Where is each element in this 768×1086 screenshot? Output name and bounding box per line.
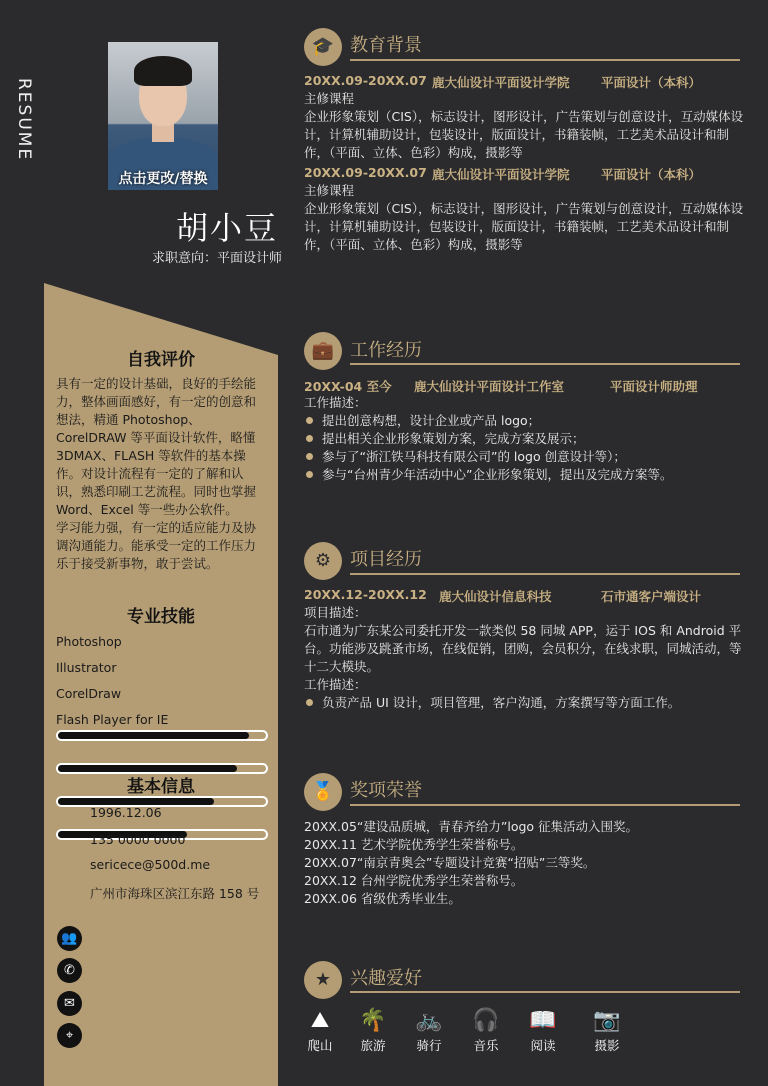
user-icon: 👥 [57,926,82,951]
edu-date: 20XX.09-20XX.07 [304,73,427,88]
work-date: 20XX-04 至今 [304,379,392,394]
edu-major: 平面设计（本科） [601,75,702,90]
edu-major: 平面设计（本科） [601,167,702,182]
list-item: 提出创意构想，设计企业或产品 logo； [304,412,744,430]
work-divider [350,363,740,365]
profile-photo[interactable] [108,42,218,190]
list-item: 20XX.11 艺术学院优秀学生荣誉称号。 [304,837,524,852]
hobby-travel: 🌴 旅游 [348,1008,398,1054]
address: 广州市海珠区滨江东路 158 号 [90,886,260,901]
edu-school: 鹿大仙设计平面设计学院 [432,167,570,182]
list-item: 20XX.07“南京青奥会”专题设计竞赛“招贴”三等奖。 [304,855,596,870]
birthday: 1996.12.06 [90,805,162,820]
hobbies-divider [350,991,740,993]
work-role: 平面设计师助理 [610,379,698,394]
skill-name: Flash Player for IE [56,712,169,727]
phone: 135 0000 0000 [90,832,186,847]
hobby-cycling: 🚲 骑行 [404,1008,454,1054]
hobby-photography: 📷 摄影 [582,1008,632,1054]
project-title: 项目经历 [350,549,422,570]
basic-info-title: 基本信息 [127,777,195,797]
project-company: 鹿大仙设计信息科技 [439,589,552,604]
skill-name: Illustrator [56,660,117,675]
phone-icon: ✆ [57,958,82,983]
list-item: 20XX.05“建设品质城，青春齐给力”logo 征集活动入围奖。 [304,819,639,834]
medal-icon: 🏅 [304,773,342,811]
self-eval-text: 具有一定的设计基础，良好的手绘能力，整体画面感好，有一定的创意和想法，精通 Photoshop、CorelDRAW 等平面设计软件，略懂 3DMAX、FLASH 等软件的基本操作。对设计流程有一定的了解和认识，熟悉印刷工艺流程。同时也掌握 Word、Excel 等一些办公软件。 学习能力强，有一定的适应能力及协调沟通能力。能承受一定的工作压力乐于接受新事物，敢于尝试。 [56,376,257,571]
camera-icon: 📷 [593,1008,621,1033]
job-intent: 求职意向：平面设计师 [152,251,283,266]
skill-name: Photoshop [56,634,122,649]
bicycle-icon: 🚲 [415,1008,443,1033]
edu-school: 鹿大仙设计平面设计学院 [432,75,570,90]
self-eval-title: 自我评价 [127,350,195,370]
resume-vertical-label: RESUME [14,78,34,162]
skills-title: 专业技能 [127,607,195,627]
list-item: 负责产品 UI 设计，项目管理，客户沟通，方案撰写等方面工作。 [304,694,744,712]
edu-course: 主修课程 企业形象策划（CIS），标志设计，图形设计，广告策划与创意设计，互动媒体设计，计算机辅助设计，包装设计，版面设计，书籍装帧，工艺美术品设计和制作，（平面、立体、色彩）构成，摄影等 [304,183,744,252]
hobby-climbing: ⛰ 爬山 [295,1008,345,1054]
climbing-icon: ⛰ [310,1008,330,1033]
candidate-name: 胡小豆 [176,209,279,247]
education-title: 教育背景 [350,35,422,56]
hobby-music: 🎧 音乐 [461,1008,511,1054]
project-date: 20XX.12-20XX.12 [304,587,427,602]
awards-list [304,818,744,908]
photo-caption[interactable]: 点击更改/替换 [118,171,208,187]
awards-divider [350,804,740,806]
project-icon: ⚙ [304,542,342,580]
project-divider [350,573,740,575]
hobbies-title: 兴趣爱好 [350,968,422,989]
list-item: 提出相关企业形象策划方案，完成方案及展示； [304,430,744,448]
skill-bar [56,796,268,807]
mail-icon: ✉ [57,991,82,1016]
list-item: 参与了“浙江铁马科技有限公司”的 logo 创意设计等）； [304,448,744,466]
graduation-cap-icon: 🎓 [304,28,342,66]
hobby-reading: 📖 阅读 [518,1008,568,1054]
project-name: 石市通客户端设计 [601,589,702,604]
list-item: 20XX.06 省级优秀毕业生。 [304,891,461,906]
list-item: 参与“台州青少年活动中心”企业形象策划，提出及完成方案等。 [304,466,744,484]
palm-tree-icon: 🌴 [359,1008,387,1033]
skill-bar [56,730,268,741]
book-icon: 📖 [529,1008,557,1033]
edu-course: 主修课程 企业形象策划（CIS），标志设计，图形设计，广告策划与创意设计，互动媒体设计，计算机辅助设计，包装设计，版面设计，书籍装帧，工艺美术品设计和制作，（平面、立体、色彩）构成，摄影等 [304,91,744,160]
email: sericece@500d.me [90,857,211,872]
location-icon: ⌖ [57,1023,82,1048]
edu-date: 20XX.09-20XX.07 [304,165,427,180]
star-icon: ★ [304,961,342,999]
list-item: 20XX.12 台州学院优秀学生荣誉称号。 [304,873,524,888]
work-company: 鹿大仙设计平面设计工作室 [414,379,565,394]
briefcase-icon: 💼 [304,332,342,370]
skill-name: CorelDraw [56,686,122,701]
work-title: 工作经历 [350,340,422,361]
awards-title: 奖项荣誉 [350,780,422,801]
headphones-icon: 🎧 [472,1008,500,1033]
work-desc: 工作描述： 提出创意构想，设计企业或产品 logo； 提出相关企业形象策划方案，完成方案及展示； 参与了“浙江铁马科技有限公司”的 logo 创意设计等）； 参与“台州青少年活动中心”企业形象策划，提出及完成方案等。 [304,394,744,484]
project-desc: 项目描述： 石市通为广东某公司委托开发一款类似 58 同城 APP，运于 IOS 和 Android 平台。功能涉及跳蚤市场，在线促销，团购，会员积分，在线求职，同城活动，等十二大模块。 工作描述： 负责产品 UI 设计，项目管理，客户沟通，方案撰写等方面工作。 [304,604,744,712]
education-divider [350,59,740,61]
